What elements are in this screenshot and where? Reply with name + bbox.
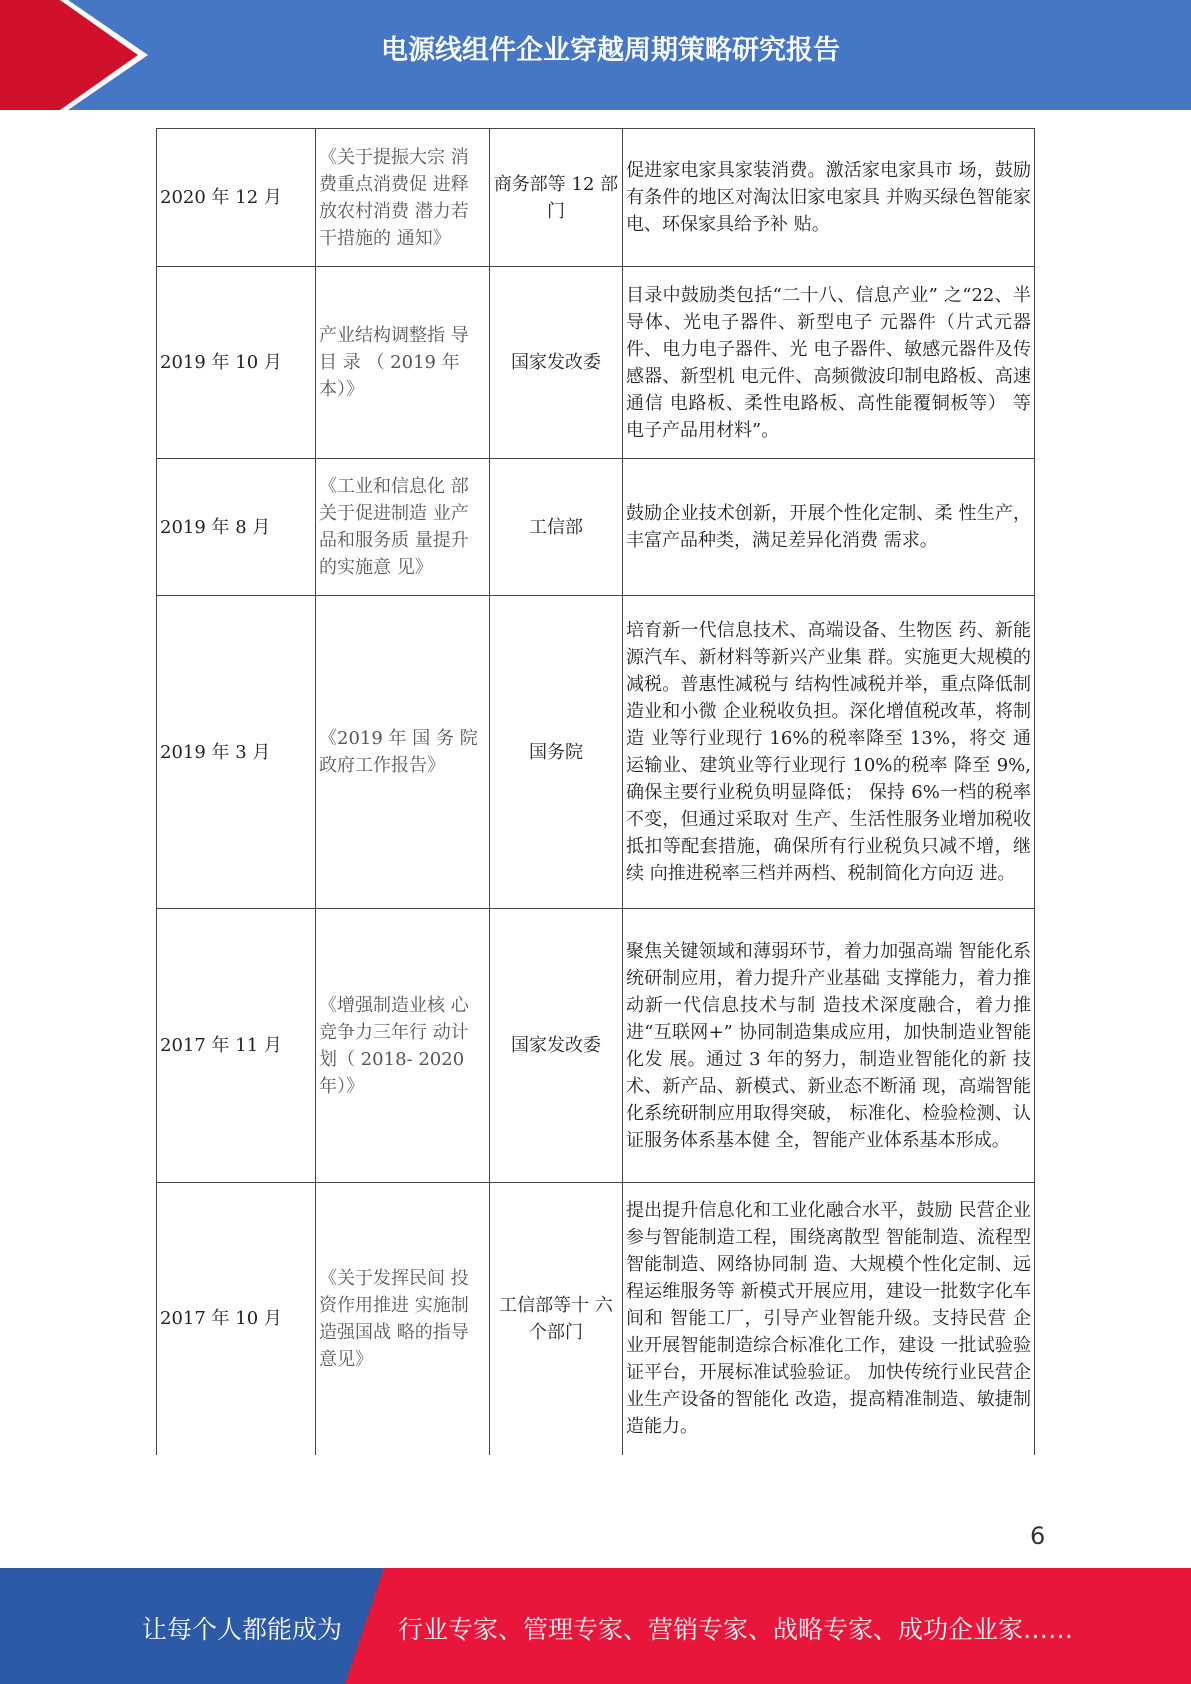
policy-date: 2017 年 11 月 xyxy=(157,909,316,1183)
policy-date: 2019 年 10 月 xyxy=(157,267,316,459)
policy-department: 国家发改委 xyxy=(490,909,623,1183)
policy-date: 2020 年 12 月 xyxy=(157,129,316,267)
policy-content: 聚焦关键领域和薄弱环节，着力加强高端 智能化系统研制应用，着力提升产业基础 支撑能力，着力推动新一代信息技术与制 造技术深度融合，着力推进“互联网+” 协同制造集成应用，加快制造业智能化发 展。通过 3 年的努力，制造业智能化的新 技术、新产品、新模式、新业态不断涌 现，高端智能化系统研制应用取得突破， 标准化、检验检测、认证服务体系基本健 全，智能产业体系基本形成。 xyxy=(623,909,1035,1183)
page-header xyxy=(0,0,1191,110)
policy-content: 鼓励企业技术创新，开展个性化定制、柔 性生产，丰富产品种类，满足差异化消费 需求。 xyxy=(623,459,1035,596)
policy-date: 2017 年 10 月 xyxy=(157,1183,316,1455)
footer-slogan-left: 让每个人都能成为 xyxy=(142,1615,343,1644)
page-number: 6 xyxy=(1030,1522,1046,1550)
policy-department: 工信部 xyxy=(490,459,623,596)
policy-department: 国家发改委 xyxy=(490,267,623,459)
report-title: 电源线组件企业穿越周期策略研究报告 xyxy=(381,35,840,66)
table-row xyxy=(157,596,1035,909)
policy-department: 商务部等 12 部门 xyxy=(490,129,623,267)
page-footer xyxy=(0,1568,1191,1684)
policy-name: 《增强制造业核 心竞争力三年行 动计划（ 2018- 2020 年）》 xyxy=(316,909,490,1183)
policy-content: 提出提升信息化和工业化融合水平，鼓励 民营企业参与智能制造工程，围绕离散型 智能制造、流程型智能制造、网络协同制 造、大规模个性化定制、远程运维服务等 新模式开展应用，建设一批数字化车间和 智能工厂，引导产业智能升级。支持民营 企业开展智能制造综合标准化工作，建设 一批试验验证平台，开展标准试验验证。 加快传统行业民营企业生产设备的智能化 改造，提高精准制造、敏捷制造能力。 xyxy=(623,1183,1035,1455)
table-row xyxy=(157,459,1035,596)
policy-table xyxy=(156,128,1035,1455)
policy-content: 目录中鼓励类包括“二十八、信息产业” 之“22、半导体、光电子器件、新型电子 元器件（片式元器件、电力电子器件、光 电子器件、敏感元器件及传感器、新型机 电元件、高频微波印制电路板、高速通信 电路板、柔性电路板、高性能覆铜板等） 等电子产品用材料”。 xyxy=(623,267,1035,459)
table-row xyxy=(157,909,1035,1183)
footer-slogan-right: 行业专家、管理专家、营销专家、战略专家、成功企业家…… xyxy=(398,1615,1074,1644)
policy-content: 促进家电家具家装消费。激活家电家具市 场，鼓励有条件的地区对淘汰旧家电家具 并购买绿色智能家电、环保家具给予补 贴。 xyxy=(623,129,1035,267)
policy-name: 《关于发挥民间 投资作用推进 实施制造强国战 略的指导意见》 xyxy=(316,1183,490,1455)
table-row xyxy=(157,129,1035,267)
policy-name: 产业结构调整指 导 目 录 （ 2019 年 本）》 xyxy=(316,267,490,459)
policy-department: 国务院 xyxy=(490,596,623,909)
policy-name: 《2019 年 国 务 院 政府工作报告》 xyxy=(316,596,490,909)
policy-name: 《关于提振大宗 消费重点消费促 进释放农村消费 潜力若干措施的 通知》 xyxy=(316,129,490,267)
policy-department: 工信部等十 六个部门 xyxy=(490,1183,623,1455)
policy-date: 2019 年 8 月 xyxy=(157,459,316,596)
policy-name: 《工业和信息化 部关于促进制造 业产品和服务质 量提升的实施意 见》 xyxy=(316,459,490,596)
table-row xyxy=(157,267,1035,459)
policy-content: 培育新一代信息技术、高端设备、生物医 药、新能源汽车、新材料等新兴产业集 群。实施更大规模的减税。普惠性减税与 结构性减税并举，重点降低制造业和小微 企业税收负担。深化增值税改革，将制造 业等行业现行 16%的税率降至 13%，将交 通运输业、建筑业等行业现行 10%的税率 降至 9%, 确保主要行业税负明显降低； 保持 6%一档的税率不变，但通过采取对 生产、生活性服务业增加税收抵扣等配套措施，确保所有行业税负只减不增，继续 向推进税率三档并两档、税制简化方向迈 进。 xyxy=(623,596,1035,909)
table-row xyxy=(157,1183,1035,1455)
policy-date: 2019 年 3 月 xyxy=(157,596,316,909)
